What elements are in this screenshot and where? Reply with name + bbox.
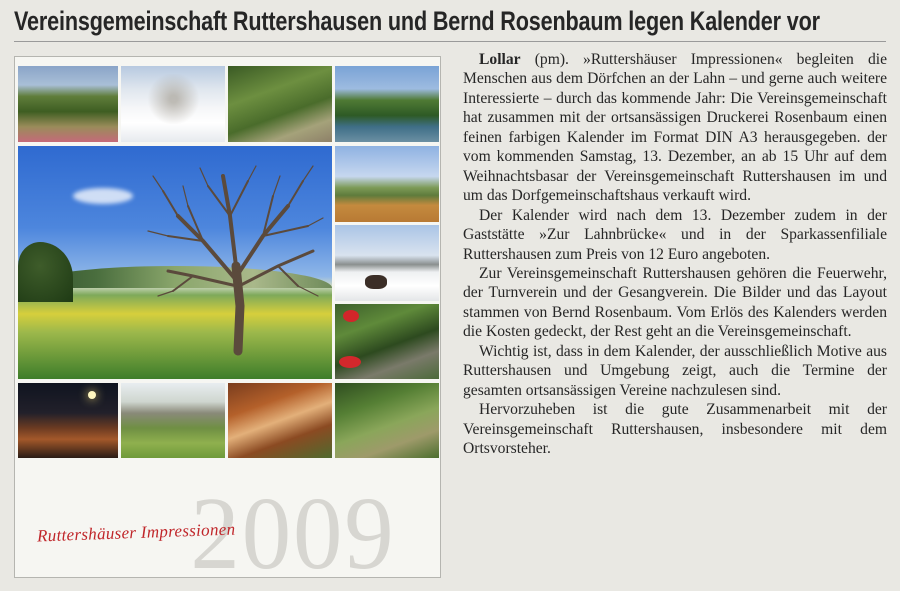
headline: Vereinsgemeinschaft Ruttershausen und Bernd Rosenbaum legen Kalender vor [14, 6, 820, 36]
article-paragraph [463, 50, 887, 206]
calendar-year: 2009 [190, 476, 396, 578]
article-paragraph: Der Kalender wird nach dem 13. Dezember zudem in der Gaststätte »Zur Lahnbrücke« und in der Sparkassenfiliale Ruttershausen zum Preis von 12 Euro angeboten. [463, 206, 887, 263]
photo-snow-horses [335, 225, 439, 301]
tree-drawing [18, 146, 332, 379]
photo-river [335, 66, 439, 142]
photo-green-garden [228, 66, 332, 142]
calendar-title: Ruttershäuser Impressionen [36, 519, 236, 546]
photo-fields [335, 146, 439, 222]
photo-garden-path [335, 383, 439, 458]
article-paragraph: Zur Vereinsgemeinschaft Ruttershausen gehören die Feuerwehr, der Turnverein und der Gesangverein. Die Bilder und das Layout stammen von Bernd Rosenbaum. Vom Erlös des Kalenders werden die Kosten gedeckt, der Rest geht an die Vereinsgemeinschaft. [463, 264, 887, 341]
photo-red-flowers [335, 304, 439, 379]
dateline: Lollar [479, 51, 521, 68]
calendar-photo [14, 56, 441, 578]
photo-garden [18, 66, 118, 142]
article-body [463, 50, 887, 459]
photo-night-house [18, 383, 118, 458]
photo-village-field [121, 383, 225, 458]
photo-autumn [228, 383, 332, 458]
article-paragraph: Wichtig ist, dass in dem Kalender, der ausschließlich Motive aus Ruttershausen und Umgebung zeigt, auch die Termine der gesamten ortsansässigen Vereine nachzulesen sind. [463, 342, 887, 399]
photo-winter-path [121, 66, 225, 142]
headline-rule [14, 41, 886, 42]
article-paragraph: Hervorzuheben ist die gute Zusammenarbeit mit der Vereinsgemeinschaft Ruttershausen, insbesondere mit dem Ortsvorsteher. [463, 401, 887, 458]
paragraph-text: (pm). »Ruttershäuser Impressionen« begleiten die Menschen aus dem Dörfchen an der Lahn – und gerne auch weitere Interessierte – durch das kommende Jahr: Die Vereinsgemeinschaft hat zusammen mit der ortsansässigen Druckerei Rosenbaum einen feinen farbigen Kalender im Format DIN A3 herausgegeben. der vom kommenden Samstag, 13. Dezember, an ab 15 Uhr auf dem Weihnachtsbasar der Vereinsgemeinschaft Ruttershausen im und um das Dorfgemeinschaftshaus verkauft wird. [463, 51, 887, 205]
photo-apple-tree [18, 146, 332, 379]
